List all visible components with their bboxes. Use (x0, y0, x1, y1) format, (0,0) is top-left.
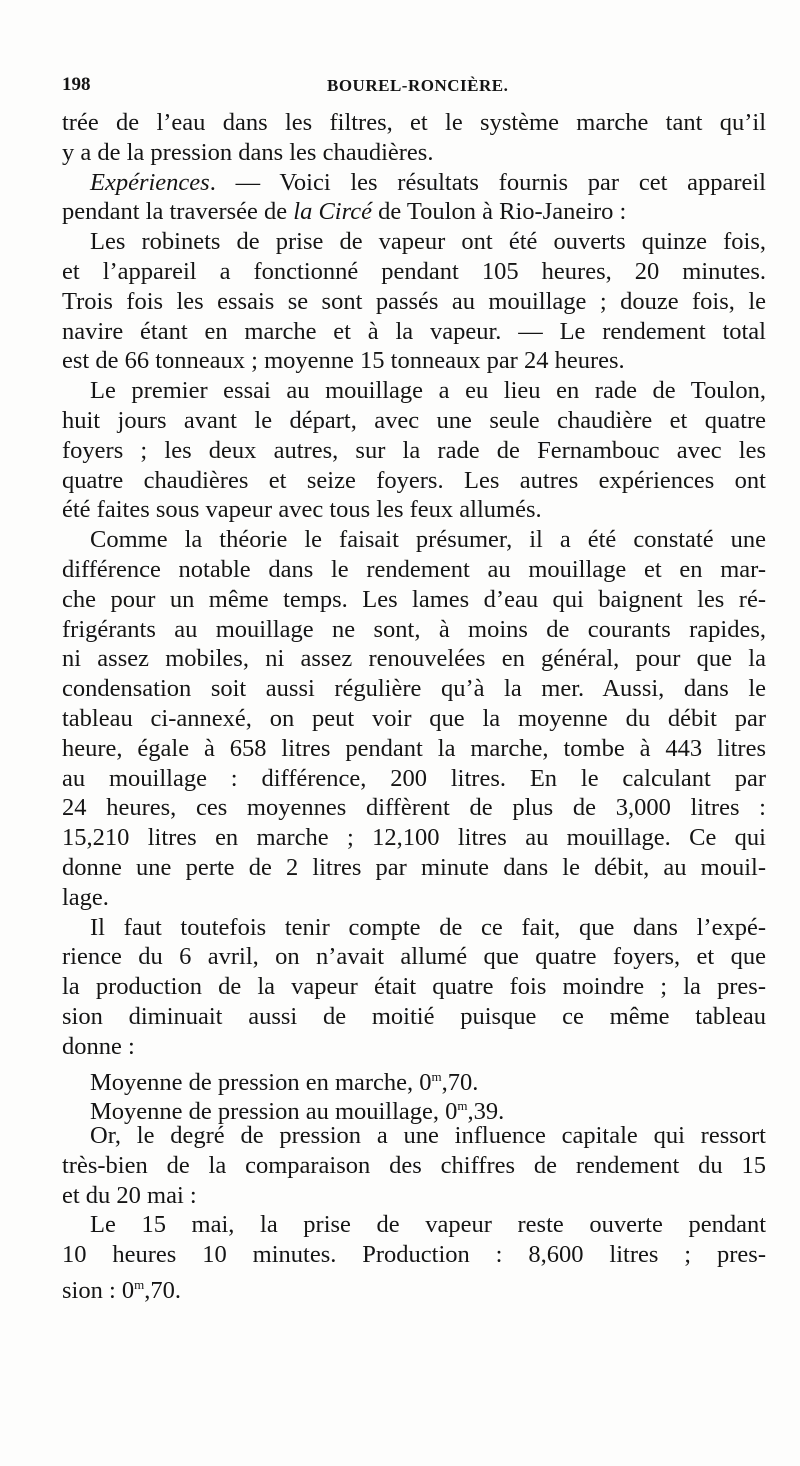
text-line (62, 227, 766, 257)
text-run: navire étant en marche et à la vapeur. — Le rendement total (62, 317, 766, 345)
text-run: trée de l’eau dans les filtres, et le système marche tant qu’il (62, 109, 766, 136)
text-line (62, 168, 766, 198)
text-run: ,70. (144, 1277, 182, 1305)
text-line (62, 406, 766, 436)
superscript: m (134, 1277, 145, 1293)
text-line (62, 257, 766, 287)
text-line (62, 644, 766, 674)
text-line (62, 108, 766, 138)
text-run: Moyenne de pression au mouillage, 0 (90, 1098, 458, 1126)
text-line (62, 1210, 766, 1240)
text-line (62, 1002, 766, 1032)
text-run: Il faut toutefois tenir compte de ce fait, que dans l’expé- (90, 913, 766, 941)
text-run: sion diminuait aussi de moitié puisque ce même tableau (62, 1002, 766, 1030)
text-run: au mouillage : différence, 200 litres. En le calculant par (62, 764, 766, 792)
text-line (62, 823, 766, 853)
text-run: y a de la pression dans les chaudières. (62, 138, 434, 166)
text-run: frigérants au mouillage ne sont, à moins de courants rapides, (62, 615, 766, 643)
text-line (62, 1062, 766, 1096)
text-run: la production de la vapeur était quatre fois moindre ; la pres- (62, 973, 766, 1001)
text-line (62, 1121, 766, 1151)
running-head: BOUREL-RONCIÈRE. (327, 76, 509, 95)
text-run: différence notable dans le rendement au mouillage et en mar- (62, 555, 766, 583)
text-run: foyers ; les deux autres, sur la rade de Fernambouc avec les (62, 436, 766, 464)
text-line (62, 853, 766, 883)
page-number: 198 (62, 74, 91, 95)
text-run: très-bien de la comparaison des chiffres de rendement du 15 (62, 1151, 766, 1179)
text-run: été faites sous vapeur avec tous les feux allumés. (62, 496, 542, 524)
text-run: ,39. (467, 1098, 505, 1126)
italic-text: la Circé (293, 198, 372, 226)
text-run: 10 heures 10 minutes. Production : 8,600 litres ; pres- (62, 1241, 766, 1269)
text-run: Le premier essai au mouillage a eu lieu en rade de Toulon, (90, 377, 766, 405)
text-run: Moyenne de pression en marche, 0 (90, 1068, 432, 1096)
text-run: condensation soit aussi régulière qu’à la mer. Aussi, dans le (62, 675, 766, 703)
text-run: pendant la traversée de (62, 198, 294, 226)
text-line (62, 138, 766, 168)
text-line (62, 376, 766, 406)
text-line (62, 287, 766, 317)
text-line (62, 734, 766, 764)
text-line (62, 495, 766, 525)
text-line (62, 764, 766, 794)
superscript: m (457, 1098, 468, 1114)
text-line (62, 525, 766, 555)
text-line (62, 913, 766, 943)
text-run: Comme la théorie le faisait présumer, il a été constaté une (90, 526, 766, 554)
text-run: che pour un même temps. Les lames d’eau qui baignent les ré- (62, 585, 766, 613)
text-run: Le 15 mai, la prise de vapeur reste ouverte pendant (90, 1211, 766, 1239)
text-line (62, 1181, 766, 1211)
text-run: Les robinets de prise de vapeur ont été ouverts quinze fois, (90, 228, 766, 256)
page-header (62, 74, 762, 100)
text-line (62, 615, 766, 645)
text-line (62, 674, 766, 704)
text-run: ni assez mobiles, ni assez renouvelées en général, pour que la (62, 645, 766, 673)
text-run: rience du 6 avril, on n’avait allumé que quatre foyers, et que (62, 943, 766, 971)
text-run: Trois fois les essais se sont passés au mouillage ; douze fois, le (62, 287, 766, 315)
text-line (62, 1240, 766, 1270)
text-line (62, 704, 766, 734)
text-line (62, 466, 766, 496)
text-line (62, 1091, 766, 1126)
text-run: Or, le degré de pression a une influence capitale qui ressort (90, 1122, 766, 1150)
text-run: ,70. (441, 1068, 479, 1096)
text-line (62, 585, 766, 615)
body-text (62, 108, 766, 1305)
superscript: m (431, 1068, 442, 1084)
text-run: et l’appareil a fonctionné pendant 105 heures, 20 minutes. (62, 257, 766, 285)
text-run: heure, égale à 658 litres pendant la marche, tombe à 443 litres (62, 734, 766, 762)
text-run: de Toulon à Rio-Janeiro : (372, 198, 627, 226)
text-line (62, 972, 766, 1002)
text-run: huit jours avant le départ, avec une seule chaudière et quatre (62, 406, 766, 434)
text-run: donne : (62, 1032, 135, 1060)
text-line (62, 1270, 766, 1305)
text-line (62, 555, 766, 585)
text-run: donne une perte de 2 litres par minute dans le débit, au mouil- (62, 853, 766, 881)
text-run: lage. (62, 883, 109, 911)
text-run: quatre chaudières et seize foyers. Les autres expériences ont (62, 466, 766, 494)
italic-text: Expériences (90, 168, 210, 196)
text-run: et du 20 mai : (62, 1181, 197, 1209)
text-run: 24 heures, ces moyennes diffèrent de plus de 3,000 litres : (62, 794, 766, 822)
text-line (62, 883, 766, 913)
text-run: 15,210 litres en marche ; 12,100 litres au mouillage. Ce qui (62, 824, 766, 852)
text-line (62, 436, 766, 466)
text-line (62, 793, 766, 823)
text-line (62, 346, 766, 376)
text-line (62, 1151, 766, 1181)
text-run: . — Voici les résultats fournis par cet appareil (209, 168, 766, 196)
text-run: tableau ci-annexé, on peut voir que la moyenne du débit par (62, 704, 766, 732)
text-run: est de 66 tonneaux ; moyenne 15 tonneaux par 24 heures. (62, 347, 625, 375)
text-line (62, 317, 766, 347)
text-line (62, 1032, 766, 1062)
text-line (62, 942, 766, 972)
text-run: sion : 0 (62, 1277, 135, 1305)
text-line (62, 197, 766, 227)
